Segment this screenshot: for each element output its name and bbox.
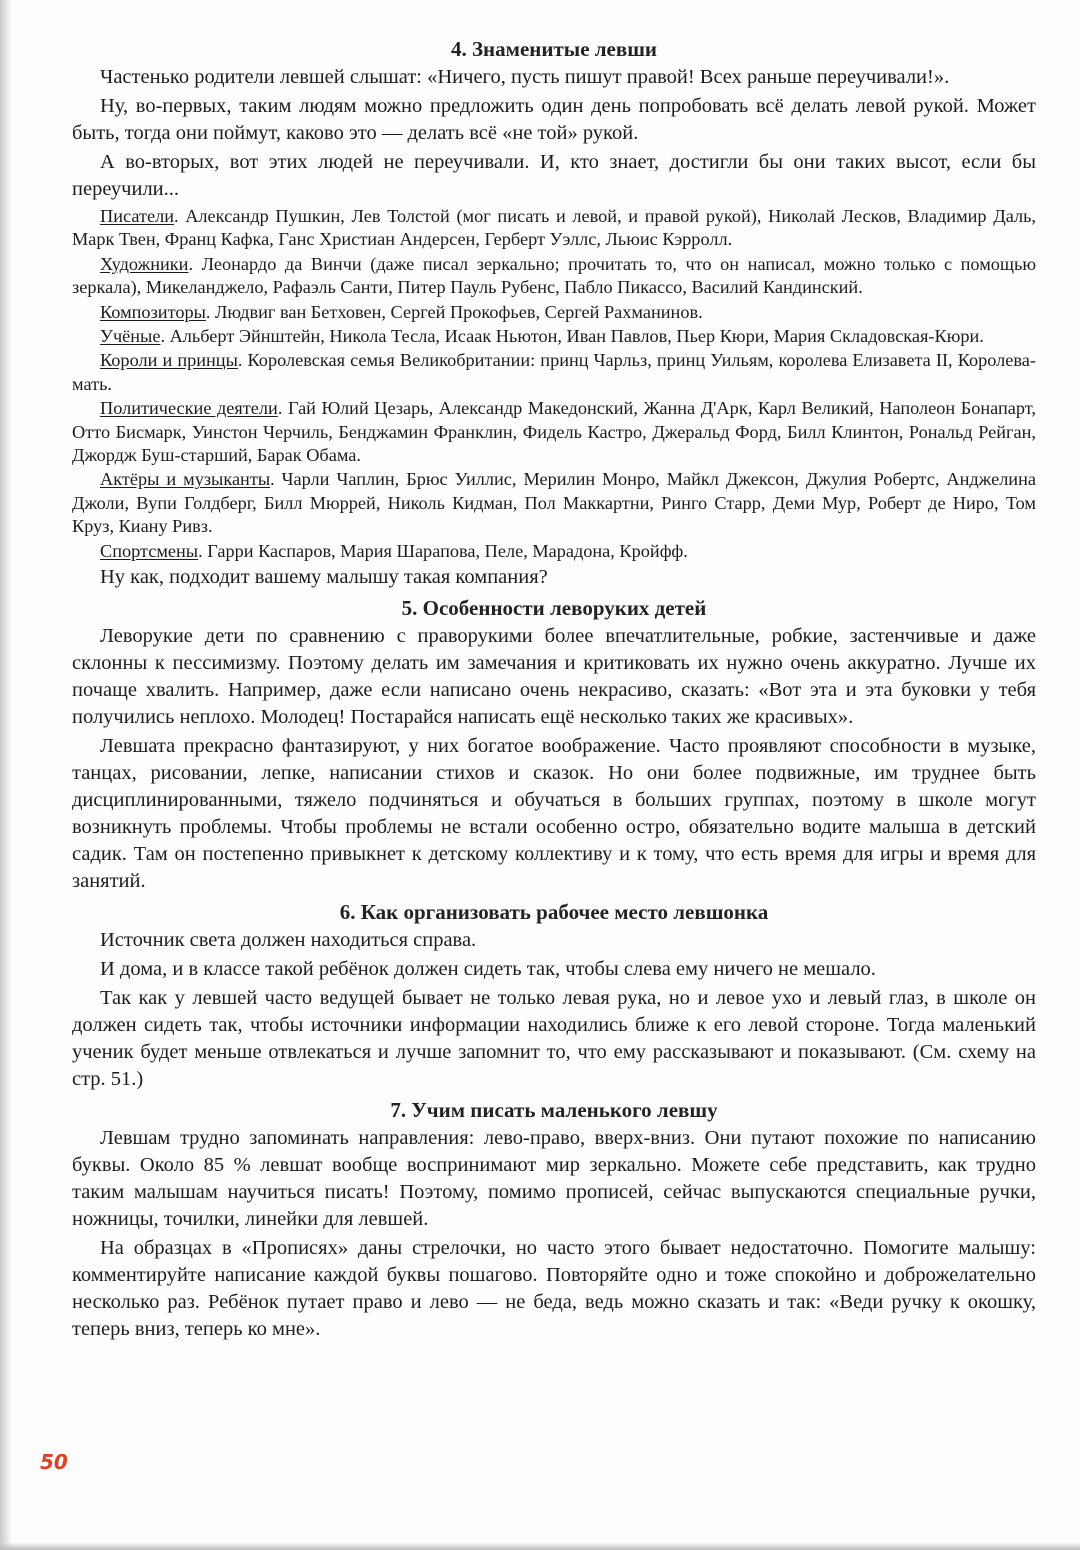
category-label: Политические деятели: [100, 398, 278, 419]
category-writers: [72, 205, 1036, 252]
category-text: . Гарри Каспаров, Мария Шарапова, Пеле, Марадона, Кройфф.: [198, 540, 688, 561]
section-4-title: 4. Знаменитые левши: [450, 37, 658, 61]
section-7-paragraph-2: На образцах в «Прописях» даны стрелочки, но часто этого бывает недостаточно. Помогите малышу: комментируйте написание каждой буквы пошагово. Повторяйте одно и тоже спокойно и доброжелательно несколько раз. Ребёнок путает право и лево — не беда, ведь можно сказать и так: «Веди ручку к окошку, теперь вниз, теперь ко мне».: [72, 1237, 1036, 1341]
section-5-title: 5. Особенности леворуких детей: [401, 596, 707, 621]
category-label: Спортсмены: [100, 540, 199, 561]
category-text: . Чарли Чаплин, Брюс Уиллис, Мерилин Монро, Майкл Джексон, Джулия Робертс, Анджелина Джоли, Вупи Голдберг, Билл Мюррей, Николь Кидман, Пол Маккартни, Ринго Старр, Деми Мур, Роберт де Ниро, Том Круз, Киану Ривз.: [72, 469, 1036, 537]
category-scientists: [72, 325, 1036, 348]
category-label: Короли и принцы: [100, 350, 238, 371]
category-composers: [72, 301, 1036, 324]
category-label: Художники: [100, 253, 189, 274]
category-label: Композиторы: [100, 301, 206, 322]
category-text: . Альберт Эйнштейн, Никола Тесла, Исаак Ньютон, Иван Павлов, Пьер Кюри, Мария Складовская-Кюри.: [160, 326, 984, 347]
category-actors-musicians: [72, 468, 1036, 538]
category-text: . Александр Пушкин, Лев Толстой (мог писать и левой, и правой рукой), Николай Лесков, Владимир Даль, Марк Твен, Франц Кафка, Ганс Христиан Андерсен, Герберт Уэллс, Льюис Кэрролл.: [72, 206, 1036, 250]
section-7-title: 7. Учим писать маленького левшу: [390, 1098, 718, 1123]
section-4-paragraph-2: Ну, во-первых, таким людям можно предложить один день попробовать всё делать левой рукой. Может быть, тогда они поймут, каково это — делать всё «не той» рукой.: [72, 95, 1036, 144]
section-6-paragraph-2: И дома, и в классе такой ребёнок должен сидеть так, чтобы слева ему ничего не мешало.: [100, 958, 876, 981]
page-content: [72, 34, 1036, 1343]
category-text: . Леонардо да Винчи (даже писал зеркально; прочитать то, что он написал, можно только с помощью зеркала), Микеланджело, Рафаэль Санти, Питер Пауль Рубенс, Пабло Пикассо, Василий Кандинский.: [72, 253, 1036, 298]
section-6-paragraph-3: Так как у левшей часто ведущей бывает не только левая рука, но и левое ухо и левый глаз, в школе он должен сидеть так, чтобы источники информации находились ближе к его левой стороне. Тогда маленький ученик будет меньше отвлекаться и лучше запомнит то, что ему рассказывают и показывают. (См. схему на стр. 51.): [72, 987, 1036, 1091]
section-5-paragraph-1: Леворукие дети по сравнению с праворукими более впечатлительные, робкие, застенчивые и даже склонны к пессимизму. Поэтому делать им замечания и критиковать их нужно очень аккуратно. Лучше их почаще хвалить. Например, даже если написано очень некрасиво, сказать: «Вот эта и эта буковки у тебя получились неплохо. Молодец! Постарайся написать ещё несколько таких же красивых».: [72, 625, 1036, 729]
section-4-paragraph-3: А во-вторых, вот этих людей не переучивали. И, кто знает, достигли бы они таких высот, если бы переучили...: [72, 151, 1036, 200]
page-bottom-shadow: [0, 1542, 1080, 1550]
category-royals: [72, 349, 1036, 396]
category-text: . Королевская семья Великобритании: принц Чарльз, принц Уильям, королева Елизавета II, Королева-мать.: [72, 350, 1036, 394]
famous-lefties-list: [72, 205, 1036, 563]
category-athletes: [72, 540, 1036, 563]
section-7-paragraph-1: Левшам трудно запоминать направления: лево-право, вверх-вниз. Они путают похожие по написанию буквы. Около 85 % левшат вообще воспринимают мир зеркально. Можете себе представить, как трудно таким малышам научиться писать! Поэтому, помимо прописей, сейчас выпускаются специальные ручки, ножницы, точилки, линейки для левшей.: [72, 1127, 1036, 1231]
category-label: Писатели: [100, 206, 174, 226]
page-edge-shadow: [0, 0, 12, 1550]
category-text: . Гай Юлий Цезарь, Александр Македонский, Жанна Д'Арк, Карл Великий, Наполеон Бонапарт, Отто Бисмарк, Уинстон Черчиль, Бенджамин Франклин, Фидель Кастро, Джеральд Форд, Билл Клинтон, Рональд Рейган, Джордж Буш-старший, Барак Обама.: [72, 398, 1036, 466]
page-number: 50: [40, 1450, 68, 1474]
category-text: . Людвиг ван Бетховен, Сергей Прокофьев, Сергей Рахманинов.: [205, 301, 703, 322]
section-5-paragraph-2: Левшата прекрасно фантазируют, у них богатое воображение. Часто проявляют способности в музыке, танцах, рисовании, лепке, написании стихов и сказок. Но они более подвижные, им труднее быть дисциплинированными, тяжело подчиняться и обучаться в больших группах, поэтому в школе могут возникнуть проблемы. Чтобы проблемы не встали особенно остро, обязательно водите малыша в детский садик. Там он постепенно привыкнет к детскому коллективу и к тому, что есть время для игры и время для занятий.: [72, 735, 1036, 893]
category-politicians: [72, 397, 1036, 467]
category-label: Актёры и музыканты: [100, 469, 271, 490]
category-label: Учёные: [100, 326, 161, 347]
section-6-paragraph-1: Источник света должен находиться справа.: [100, 929, 477, 952]
category-artists: [72, 253, 1036, 300]
section-4-closing: Ну как, подходит вашему малышу такая компания?: [100, 566, 548, 589]
section-6-title: 6. Как организовать рабочее место левшонка: [339, 900, 769, 925]
section-4-paragraph-1: Частенько родители левшей слышат: «Ничего, пусть пишут правой! Всех раньше переучивали!».: [100, 66, 950, 88]
